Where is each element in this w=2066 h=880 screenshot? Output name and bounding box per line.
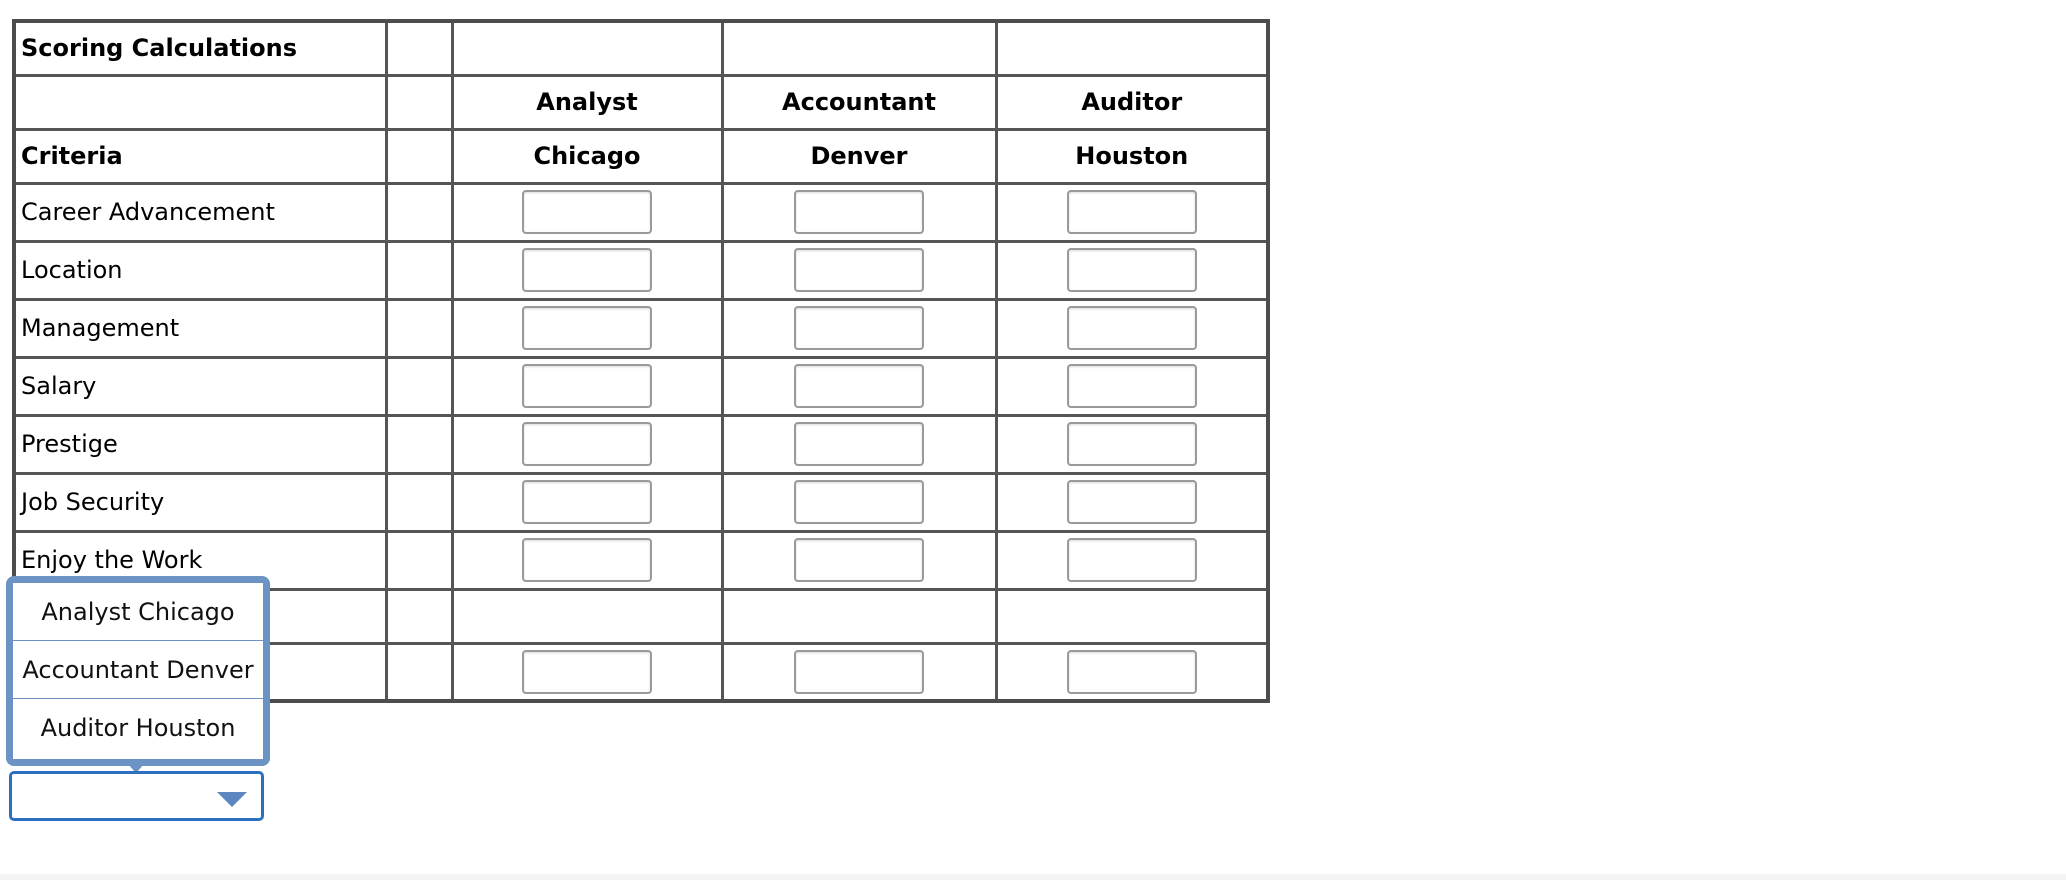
table-row — [14, 473, 1268, 531]
job-header-analyst: Analyst — [452, 75, 722, 129]
score-input-salary-accountant[interactable] — [794, 364, 924, 408]
table-row — [14, 241, 1268, 299]
table-row — [14, 357, 1268, 415]
score-input-job-security-accountant[interactable] — [794, 480, 924, 524]
score-input-job-security-auditor[interactable] — [1067, 480, 1197, 524]
job-header-row — [14, 75, 1268, 129]
criteria-label: Management — [14, 299, 386, 357]
score-input-enjoy-the-work-accountant[interactable] — [794, 538, 924, 582]
score-input-salary-analyst[interactable] — [522, 364, 652, 408]
score-input-management-auditor[interactable] — [1067, 306, 1197, 350]
answer-select[interactable] — [9, 771, 264, 821]
job-header-accountant: Accountant — [722, 75, 996, 129]
dropdown-options-list — [13, 583, 263, 759]
table-row — [14, 299, 1268, 357]
criteria-label: Enjoy the Work — [14, 531, 386, 589]
score-input-career-advancement-accountant[interactable] — [794, 190, 924, 234]
criteria-label: Salary — [14, 357, 386, 415]
total-input-auditor[interactable] — [1067, 650, 1197, 694]
dropdown-option-accountant-denver[interactable]: Accountant Denver — [13, 641, 263, 699]
title-row — [14, 21, 1268, 75]
city-header-row — [14, 129, 1268, 183]
score-input-career-advancement-analyst[interactable] — [522, 190, 652, 234]
page-bottom-strip — [0, 874, 2066, 880]
city-header-chicago: Chicago — [452, 129, 722, 183]
criteria-label: Prestige — [14, 415, 386, 473]
job-header-auditor: Auditor — [996, 75, 1268, 129]
table-row — [14, 415, 1268, 473]
score-input-prestige-analyst[interactable] — [522, 422, 652, 466]
score-input-location-analyst[interactable] — [522, 248, 652, 292]
criteria-label: Location — [14, 241, 386, 299]
dropdown-popup — [6, 576, 270, 766]
dropdown-option-analyst-chicago[interactable]: Analyst Chicago — [13, 583, 263, 641]
score-input-prestige-auditor[interactable] — [1067, 422, 1197, 466]
table-row — [14, 183, 1268, 241]
score-input-enjoy-the-work-auditor[interactable] — [1067, 538, 1197, 582]
chevron-down-icon[interactable] — [217, 792, 247, 807]
criteria-label: Career Advancement — [14, 183, 386, 241]
criteria-label: Job Security — [14, 473, 386, 531]
score-input-management-accountant[interactable] — [794, 306, 924, 350]
score-input-location-accountant[interactable] — [794, 248, 924, 292]
criteria-header: Criteria — [14, 129, 386, 183]
city-header-denver: Denver — [722, 129, 996, 183]
dropdown-option-auditor-houston[interactable]: Auditor Houston — [40, 714, 236, 742]
table-title: Scoring Calculations — [14, 21, 386, 75]
score-input-prestige-accountant[interactable] — [794, 422, 924, 466]
score-input-career-advancement-auditor[interactable] — [1067, 190, 1197, 234]
total-input-accountant[interactable] — [794, 650, 924, 694]
score-input-enjoy-the-work-analyst[interactable] — [522, 538, 652, 582]
score-input-management-analyst[interactable] — [522, 306, 652, 350]
score-input-salary-auditor[interactable] — [1067, 364, 1197, 408]
total-input-analyst[interactable] — [522, 650, 652, 694]
score-input-location-auditor[interactable] — [1067, 248, 1197, 292]
score-input-job-security-analyst[interactable] — [522, 480, 652, 524]
city-header-houston: Houston — [996, 129, 1268, 183]
